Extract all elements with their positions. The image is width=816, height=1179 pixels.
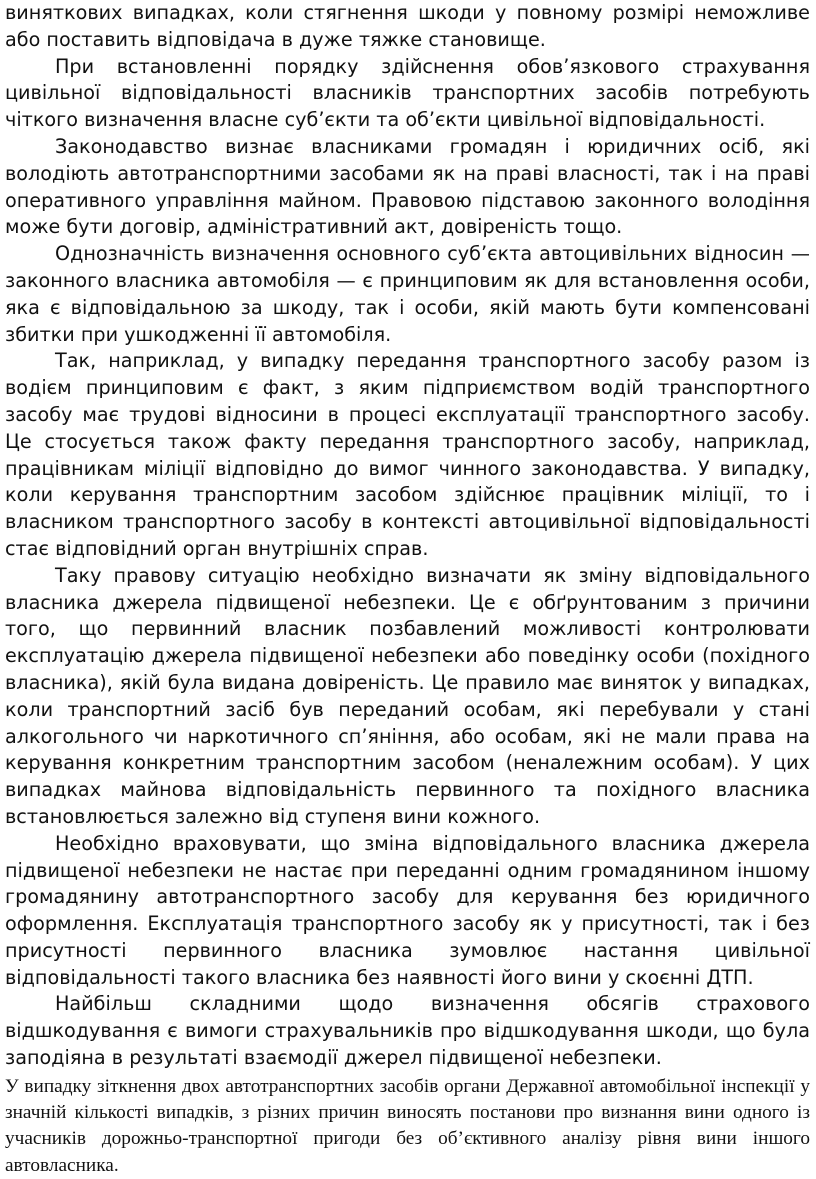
paragraph-continuation: виняткових випадках, коли стягнення шкоди у повному розмірі неможливе або поставить відповідача в дуже тяжке становище.: [5, 1, 810, 51]
paragraph-owner-change: Таку правову ситуацію необхідно визначати як зміну відповідального власника джерела підвищеної небезпеки. Це є обґрунтованим з причини того, що первинний власник позбавлений можливості контролювати експлуатацію джерела підвищеної небезпеки або поведінку особи (похідного власника), якій була видана довіреність. Це правило має виняток у випадках, коли транспортний засіб був переданий особам, які перебували у стані алкогольного чи наркотичного сп’яніння, або особам, які не мали права на керування конкретним транспортним засобом (неналежним особам). У цих випадках майнова відповідальність первинного та похідного власника встановлюється залежно від ступеня вини кожного.: [5, 563, 810, 828]
paragraph-compensation-claims: Найбільш складними щодо визначення обсягів страхового відшкодування є вимоги страхувальників про відшкодування шкоди, що була заподіяна в результаті взаємодії джерел підвищеної небезпеки.: [5, 992, 810, 1070]
paragraph-no-owner-change: Необхідно враховувати, що зміна відповідального власника джерела підвищеної небезпеки не настає при переданні одним громадянином іншому громадянину автотранспортного засобу для керування без юридичного оформлення. Експлуатація транспортного засобу як у присутності, так і без присутності первинного власника зумовлює настання цивільної відповідальності такого власника без наявності його вини у скоєнні ДТП.: [5, 831, 810, 989]
paragraph-subjects-objects: При встановленні порядку здійснення обов’язкового страхування цивільної відповідальності власників транспортних засобів потребують чіткого визначення власне суб’єкти та об’єкти цивільної відповідальності.: [5, 54, 810, 132]
paragraph-legal-owners: Законодавство визнає власниками громадян і юридичних осіб, які володіють автотранспортними засобами як на праві власності, так і на праві оперативного управління майном. Правовою підставою законного володіння може бути договір, адміністративний акт, довіреність тощо.: [5, 134, 810, 239]
paragraph-collision-cases: У випадку зіткнення двох автотранспортних засобів органи Державної автомобільної інспекції у значній кількості випадків, з різних причин виносять постанови про визнання вини одного із учасників дорожньо-транспортної пригоди без об’єктивного аналізу рівня вини іншого автовласника.: [5, 1075, 810, 1176]
paragraph-main-subject: Однозначність визначення основного суб’єкта автоцивільних відносин — законного власника автомобіля — є принциповим як для встановлення особи, яка є відповідальною за шкоду, так і особи, якій мають бути компенсовані збитки при ушкодженні її автомобіля.: [5, 242, 810, 346]
paragraph-driver-example: Так, наприклад, у випадку передання транспортного засобу разом із водієм принциповим є факт, з яким підприємством водій транспортного засобу має трудові відносини в процесі експлуатації транспортного засобу. Це стосується також факту передання транспортного засобу, наприклад, працівникам міліції відповідно до вимог чинного законодавства. У випадку, коли керування транспортним засобом здійснює працівник міліції, то і власником транспортного засобу в контексті автоцивільної відповідальності стає відповідний орган внутрішніх справ.: [5, 349, 810, 560]
